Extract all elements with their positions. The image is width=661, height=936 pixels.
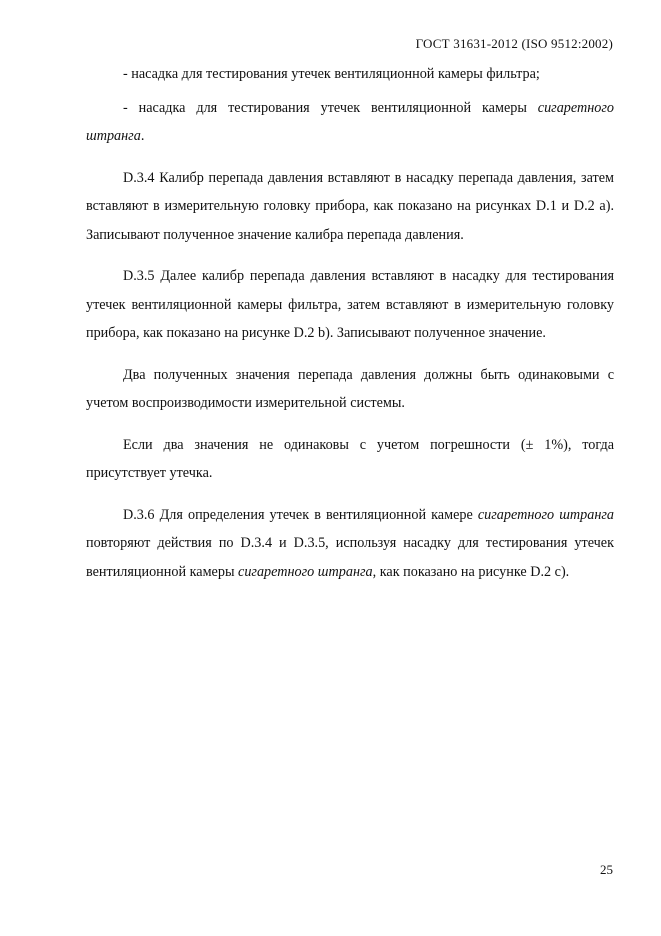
paragraph-text: , как показано на рисунке D.2 c). xyxy=(372,563,570,580)
paragraph-text: . xyxy=(140,128,145,144)
list-item-filter-nozzle xyxy=(86,60,614,89)
paragraph-text: D.3.6 Для определения утечек в вентиляционной камере xyxy=(123,506,478,523)
italic-term: сигаретного штранга xyxy=(477,506,615,523)
paragraph-d-3-5 xyxy=(86,262,614,348)
document-body xyxy=(86,60,614,599)
paragraph-text: - насадка для тестирования утечек вентиляционной камеры xyxy=(123,99,538,116)
list-item-rod-nozzle xyxy=(86,94,614,151)
italic-term: сигаретного штранга xyxy=(238,563,373,580)
paragraph-text: - насадка для тестирования утечек вентиляционной камеры фильтра; xyxy=(123,66,540,82)
paragraph-text: Если два значения не одинаковы с учетом погрешности (± 1%), тогда присутствует утечка. xyxy=(86,436,614,481)
paragraph-text: повторяют действия по D.3.4 и D.3.5, используя насадку для тестирования утечек вентиляционной камеры xyxy=(86,535,614,580)
document-header: ГОСТ 31631-2012 (ISO 9512:2002) xyxy=(415,36,613,51)
paragraph-text: D.3.4 Калибр перепада давления вставляют в насадку перепада давления, затем вставляют в измерительную головку прибора, как показано на рисунках D.1 и D.2 a). Записывают полученное значение калибра перепада давления. xyxy=(86,169,614,243)
italic-term: сигаретного штранга xyxy=(86,99,614,144)
paragraph-text: D.3.5 Далее калибр перепада давления вставляют в насадку для тестирования утечек вентиляционной камеры фильтра, затем вставляют в измерительную головку прибора, как показано на рисунке D.2 b). Записывают полученное значение. xyxy=(86,268,614,341)
paragraph-leak-condition xyxy=(86,431,614,488)
paragraph-d-3-6 xyxy=(86,501,614,587)
paragraph-d-3-4 xyxy=(86,164,614,250)
paragraph-two-values xyxy=(86,361,614,418)
page-number: 25 xyxy=(600,862,613,877)
paragraph-text: Два полученных значения перепада давления должны быть одинаковыми с учетом воспроизводимости измерительной системы. xyxy=(86,366,614,411)
